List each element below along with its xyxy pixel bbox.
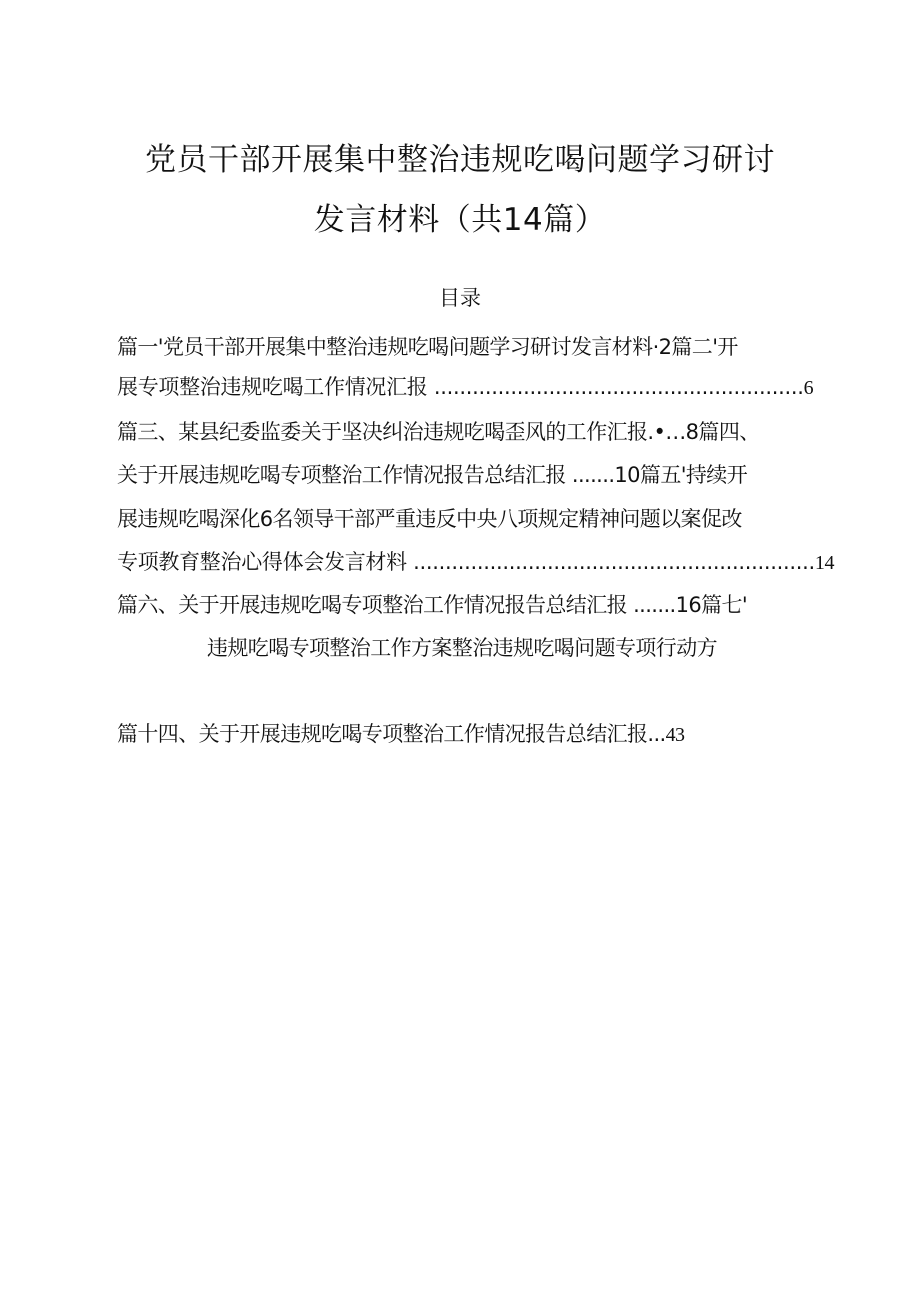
toc-line-text: 专项教育整治心得体会发言材料 ............................................................... [117,550,815,574]
toc-line[interactable] [117,591,747,619]
toc-page-number: 43 [665,724,685,746]
toc-heading: 目录 [439,286,481,310]
toc-line[interactable] [207,634,717,662]
toc-page-number: 6 [803,377,814,399]
document-title-line-1: 党员干部开展集中整治违规吃喝问题学习研讨 [145,142,775,178]
toc-line-text: 篇一'党员干部开展集中整治违规吃喝问题学习研讨发言材料·2篇二'开 [117,335,738,359]
toc-line[interactable] [117,418,760,446]
toc-line-text: 篇十四、关于开展违规吃喝专项整治工作情况报告总结汇报... [117,722,666,746]
document-title-line-2: 发言材料（共14篇） [313,202,607,238]
toc-line[interactable] [117,720,684,749]
toc-page-number: 14 [814,552,835,574]
toc-line[interactable] [117,333,738,361]
toc-line[interactable] [117,505,742,533]
toc-line[interactable] [117,373,813,402]
toc-line-text: 关于开展违规吃喝专项整治工作情况报告总结汇报 .......10篇五'持续开 [117,463,748,487]
toc-line-text: 展违规吃喝深化6名领导干部严重违反中央八项规定精神问题以案促改 [117,507,742,531]
toc-line-text: 篇三、某县纪委监委关于坚决纠治违规吃喝歪风的工作汇报.•…8篇四、 [117,420,760,444]
toc-line-text: 篇六、关于开展违规吃喝专项整治工作情况报告总结汇报 .......16篇七' [117,593,748,617]
toc-line-text: 展专项整治违规吃喝工作情况汇报 .......................................................... [117,375,804,399]
toc-line-text: 违规吃喝专项整治工作方案整治违规吃喝问题专项行动方 [207,636,717,660]
toc-line[interactable] [117,461,747,489]
toc-line[interactable] [117,548,834,577]
